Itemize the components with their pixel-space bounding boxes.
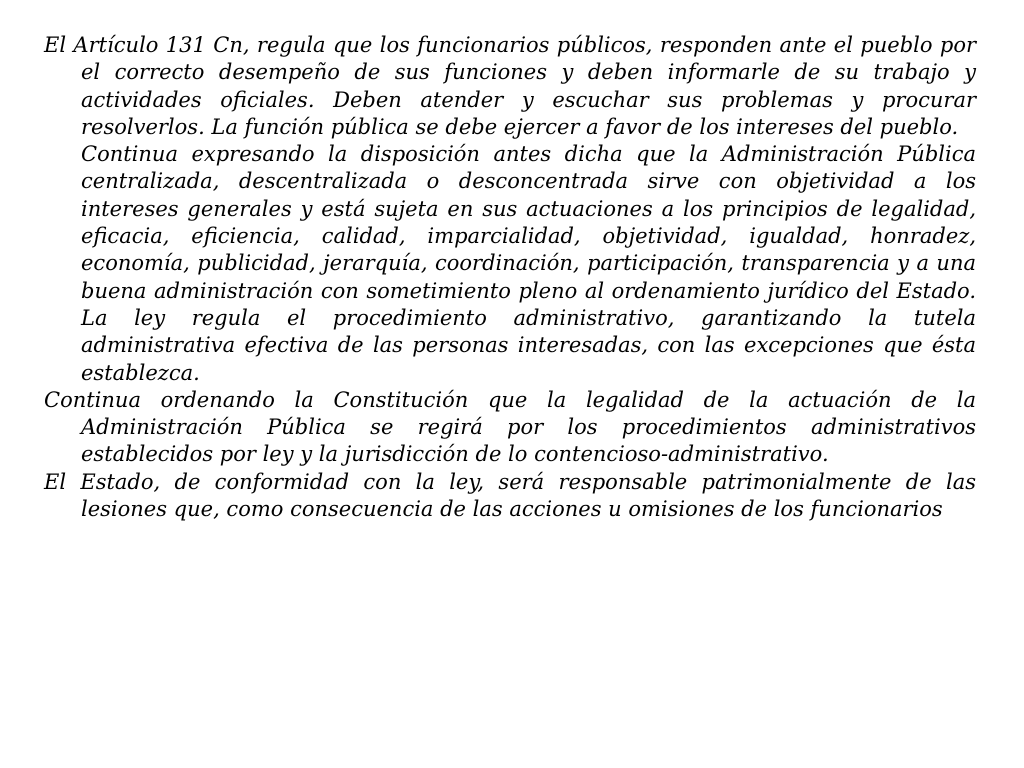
paragraph-legalidad: Continua ordenando la Constitución que la legalidad de la actuación de la Administración Pública se regirá por los procedimientos administrativos establecidos por ley y la jurisdicción de lo contencioso-administrativo.	[44, 387, 976, 467]
paragraph-responsabilidad-estado: El Estado, de conformidad con la ley, será responsable patrimonialmente de las lesiones que, como consecuencia de las acciones u omisiones de los funcionarios	[44, 469, 976, 522]
paragraph-articulo-131-part2: Continua expresando la disposición antes dicha que la Administración Pública centralizada, descentralizada o desconcentrada sirve con objetividad a los intereses generales y está sujeta en sus actuaciones a los principios de legalidad, eficacia, eficiencia, calidad, imparcialidad, objetividad, igualdad, honradez, economía, publicidad, jerarquía, coordinación, participación, transparencia y a una buena administración con sometimiento pleno al ordenamiento jurídico del Estado. La ley regula el procedimiento administrativo, garantizando la tutela administrativa efectiva de las personas interesadas, con las excepciones que ésta establezca.	[81, 142, 976, 385]
slide-body	[44, 32, 976, 523]
paragraph-articulo-131-part1: El Artículo 131 Cn, regula que los funcionarios públicos, responden ante el pueblo por el correcto desempeño de sus funciones y deben informarle de su trabajo y actividades oficiales. Deben atender y escuchar sus problemas y procurar resolverlos. La función pública se debe ejercer a favor de los intereses del pueblo.	[44, 33, 976, 139]
paragraph-articulo-131	[44, 32, 976, 387]
